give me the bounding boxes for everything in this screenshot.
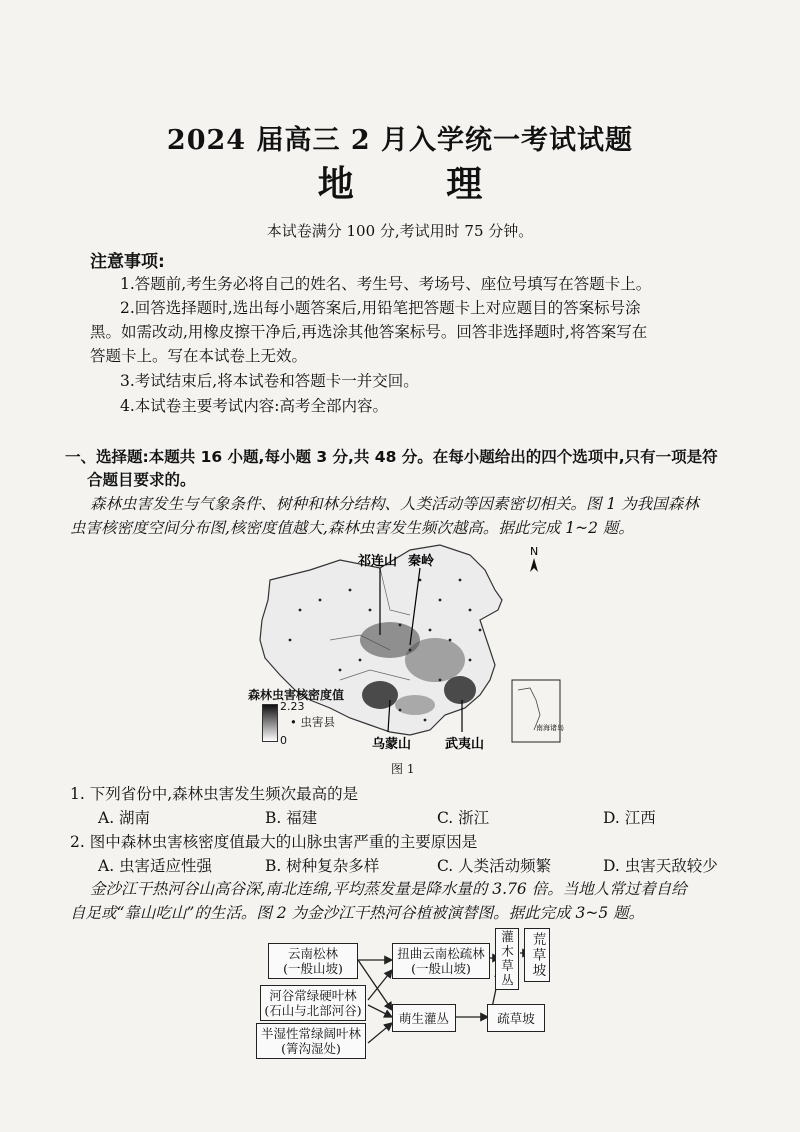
north-arrow-icon [530, 545, 538, 572]
notice-heading: 注意事项: [90, 252, 165, 272]
box-text: (箐沟湿处) [281, 1041, 341, 1056]
box-text: 扭曲云南松疏林 [397, 946, 485, 961]
notice-item: 黑。如需改动,用橡皮擦干净后,再选涂其他答案标号。回答非选择题时,将答案写在 [90, 323, 648, 341]
passage-line: 自足或“靠山吃山”的生活。图 2 为金沙江干热河谷植被演替图。据此完成 3~5 题。 [70, 904, 645, 922]
legend-gradient [262, 704, 278, 742]
box-sparse-grass: 疏草坡 [487, 1004, 545, 1032]
legend-max: 2.23 [280, 700, 305, 713]
south-china-sea-inset [512, 680, 560, 742]
question-2-stem: 2. 图中森林虫害核密度值最大的山脉虫害严重的主要原因是 [70, 833, 478, 851]
notice-item: 4.本试卷主要考试内容:高考全部内容。 [120, 397, 389, 415]
density-hotspot [405, 638, 465, 682]
exam-meta: 本试卷满分 100 分,考试用时 75 分钟。 [266, 222, 534, 240]
q2-option-d[interactable]: D. 虫害天敌较少 [603, 857, 718, 875]
q1-option-a[interactable]: A. 湖南 [98, 809, 151, 827]
section-heading [65, 446, 765, 492]
notice-item: 答题卡上。写在本试卷上无效。 [90, 347, 308, 365]
china-pest-density-map [240, 540, 570, 770]
section-heading-line: 一、选择题:本题共 16 小题,每小题 3 分,共 48 分。在每小题给出的四个选项中,只有一项是符 [65, 448, 718, 466]
box-barren-slope: 荒草坡 [524, 928, 550, 982]
section-heading-line: 合题目要求的。 [87, 471, 196, 489]
label-wumeng: 乌蒙山 [372, 737, 412, 752]
box-text: (一般山坡) [411, 961, 471, 976]
label-qinling: 秦岭 [408, 554, 435, 569]
box-text: (石山与北部河谷) [264, 1003, 362, 1018]
legend-title: 森林虫害核密度值 [248, 688, 345, 702]
density-hotspot [362, 681, 398, 709]
box-text: 河谷常绿硬叶林 [269, 988, 357, 1003]
box-valley-forest [260, 985, 366, 1021]
box-shrub-grass: 灌木草丛 [495, 928, 519, 990]
north-label: N [530, 545, 539, 558]
legend-point: • 虫害县 [290, 715, 335, 729]
q1-option-c[interactable]: C. 浙江 [437, 809, 490, 827]
q2-option-c[interactable]: C. 人类活动频繁 [437, 857, 552, 875]
notice-item: 2.回答选择题时,选出每小题答案后,用铅笔把答题卡上对应题目的答案标号涂 [120, 299, 641, 317]
legend-min: 0 [280, 734, 287, 747]
box-text: (一般山坡) [283, 961, 343, 976]
box-semihumid-forest [256, 1023, 366, 1059]
box-twisted-pine [392, 943, 490, 979]
passage-line: 金沙江干热河谷山高谷深,南北连绵,平均蒸发量是降水量的 3.76 倍。当地人常过着自给 [90, 880, 687, 898]
density-hotspot [444, 676, 476, 704]
q2-option-b[interactable]: B. 树种复杂多样 [265, 857, 380, 875]
q2-option-a[interactable]: A. 虫害适应性强 [98, 857, 213, 875]
box-yunnan-pine [268, 943, 358, 979]
q1-option-b[interactable]: B. 福建 [265, 809, 318, 827]
figure1-caption: 图 1 [391, 762, 415, 776]
box-text: 云南松林 [287, 946, 338, 961]
inset-label: 南海诸岛 [536, 724, 564, 732]
exam-title: 2024 届高三 2 月入学统一考试试题 [166, 125, 634, 156]
notice-item: 3.考试结束后,将本试卷和答题卡一并交回。 [120, 372, 419, 390]
density-hotspot [395, 695, 435, 715]
box-text: 半湿性常绿阔叶林 [260, 1026, 361, 1041]
label-qilian: 祁连山 [358, 554, 398, 569]
passage-line: 森林虫害发生与气象条件、树种和林分结构、人类活动等因素密切相关。图 1 为我国森林 [90, 495, 699, 513]
box-sprout-shrub: 萌生灌丛 [392, 1004, 456, 1032]
label-wuyi: 武夷山 [445, 737, 485, 752]
subject-title: 地 理 [317, 163, 523, 205]
question-1-stem: 1. 下列省份中,森林虫害发生频次最高的是 [70, 785, 359, 803]
passage-line: 虫害核密度空间分布图,核密度值越大,森林虫害发生频次越高。据此完成 1~2 题。 [70, 519, 634, 537]
notice-item: 1.答题前,考生务必将自己的姓名、考生号、考场号、座位号填写在答题卡上。 [120, 275, 652, 293]
q1-option-d[interactable]: D. 江西 [603, 809, 656, 827]
